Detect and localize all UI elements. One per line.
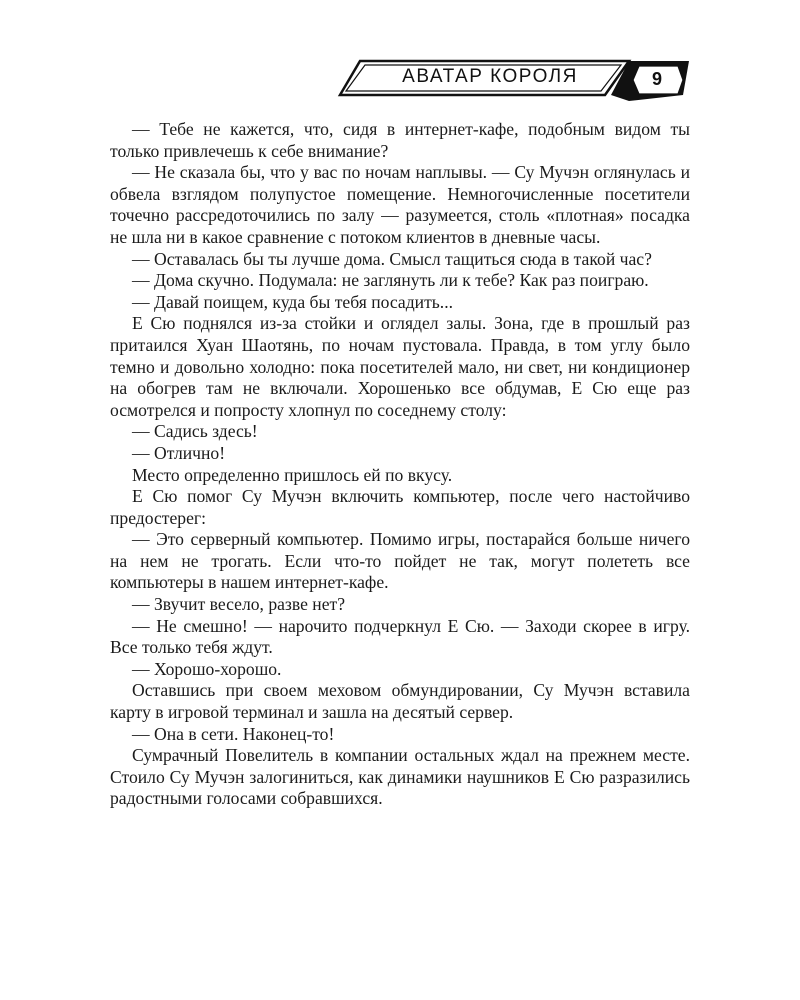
paragraph: — Отлично!: [132, 442, 226, 463]
paragraph: Оставшись при своем меховом обмундировании, Су Мучэн вставила карту в игровой терминал и зашла на десятый сервер.: [110, 680, 690, 723]
running-header: [333, 58, 695, 104]
body-text: [110, 119, 690, 810]
page-number: 9: [651, 69, 662, 89]
paragraph: — Не смешно! — нарочито подчеркнул Е Сю. — Заходи скорее в игру. Все только тебя ждут.: [110, 615, 690, 658]
paragraph: — Оставалась бы ты лучше дома. Смысл тащиться сюда в такой час?: [132, 248, 652, 269]
paragraph: — Это серверный компьютер. Помимо игры, постарайся больше ничего на нем не трогать. Если что-то пойдет не так, могут полететь все компьютеры в нашем интернет-кафе.: [110, 529, 690, 593]
book-title: АВАТАР КОРОЛЯ: [402, 66, 578, 87]
paragraph: — Звучит весело, разве нет?: [132, 594, 346, 615]
paragraph: — Не сказала бы, что у вас по ночам наплывы. — Су Мучэн оглянулась и обвела взглядом полупустое помещение. Немногочисленные посетители точечно рассредоточились по залу — разумеется, столь «плотная» посадка не шла ни в какое сравнение с потоком клиентов в дневные часы.: [110, 162, 690, 247]
paragraph: — Садись здесь!: [132, 421, 258, 442]
paragraph: — Хорошо-хорошо.: [132, 658, 282, 679]
paragraph: Е Сю помог Су Мучэн включить компьютер, после чего настойчиво предостерег:: [110, 486, 690, 528]
paragraph: — Она в сети. Наконец-то!: [132, 723, 335, 744]
paragraph: Е Сю поднялся из-за стойки и оглядел залы. Зона, где в прошлый раз притаился Хуан Шаотянь, по ночам пустовала. Правда, в том углу было темно и довольно холодно: пока посетителей мало, ни свет, ни кондиционер на обогрев там не включали. Хорошенько все обдумав, Е Сю еще раз осмотрелся и попросту хлопнул по соседнему столу:: [110, 313, 690, 420]
paragraph: — Давай поищем, куда бы тебя посадить...: [132, 291, 453, 312]
paragraph: Сумрачный Повелитель в компании остальных ждал на прежнем месте. Стоило Су Мучэн залогиниться, как динамики наушников Е Сю разразились радостными голосами собравшихся.: [110, 745, 690, 809]
paragraph: — Тебе не кажется, что, сидя в интернет-кафе, подобным видом ты только привлечешь к себе внимание?: [110, 119, 690, 161]
paragraph: — Дома скучно. Подумала: не заглянуть ли к тебе? Как раз поиграю.: [132, 270, 649, 291]
paragraph: Место определенно пришлось ей по вкусу.: [132, 464, 453, 485]
